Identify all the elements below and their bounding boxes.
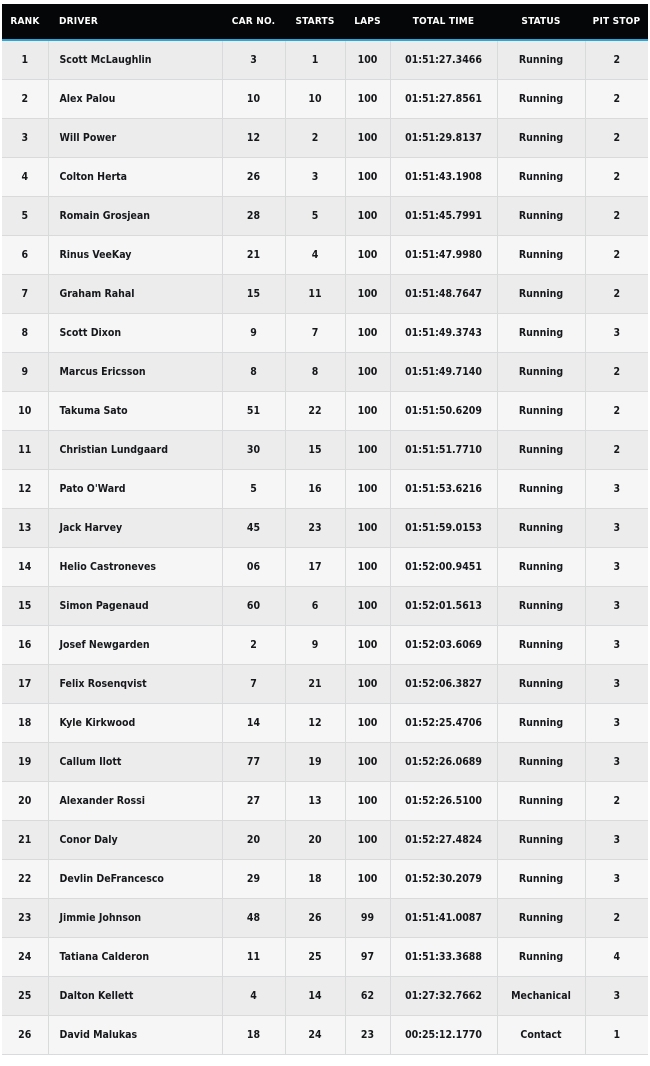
table-row — [2, 275, 648, 314]
total-time-cell: 01:51:51.7710 — [390, 431, 497, 470]
status-cell: Running — [497, 860, 585, 899]
total-time-cell: 01:51:29.8137 — [390, 119, 497, 158]
table-row — [2, 236, 648, 275]
total-time-cell: 01:51:43.1908 — [390, 158, 497, 197]
driver-name: Scott McLaughlin — [48, 40, 222, 80]
total-time-cell: 01:52:06.3827 — [390, 665, 497, 704]
status-cell: Running — [497, 197, 585, 236]
starts-cell: 22 — [285, 392, 345, 431]
status-cell: Running — [497, 119, 585, 158]
laps-cell: 99 — [345, 899, 390, 938]
car-number-cell: 77 — [222, 743, 285, 782]
pit-stop-cell: 2 — [585, 236, 648, 275]
driver-name: Kyle Kirkwood — [48, 704, 222, 743]
pit-stop-cell: 2 — [585, 431, 648, 470]
rank-cell: 5 — [2, 197, 48, 236]
car-number-cell: 20 — [222, 821, 285, 860]
total-time-cell: 01:27:32.7662 — [390, 977, 497, 1016]
car-number-cell: 10 — [222, 80, 285, 119]
status-cell: Running — [497, 743, 585, 782]
total-time-cell: 01:51:49.3743 — [390, 314, 497, 353]
status-cell: Running — [497, 509, 585, 548]
driver-name: Takuma Sato — [48, 392, 222, 431]
table-row — [2, 782, 648, 821]
rank-cell: 17 — [2, 665, 48, 704]
table-row — [2, 626, 648, 665]
car-number-cell: 12 — [222, 119, 285, 158]
driver-name: Jack Harvey — [48, 509, 222, 548]
laps-cell: 100 — [345, 431, 390, 470]
starts-cell: 7 — [285, 314, 345, 353]
starts-cell: 10 — [285, 80, 345, 119]
rank-cell: 25 — [2, 977, 48, 1016]
header-row — [2, 4, 648, 40]
pit-stop-cell: 3 — [585, 314, 648, 353]
starts-cell: 8 — [285, 353, 345, 392]
table-row — [2, 197, 648, 236]
table-row — [2, 509, 648, 548]
starts-cell: 15 — [285, 431, 345, 470]
rank-cell: 7 — [2, 275, 48, 314]
table-header — [2, 4, 648, 40]
status-cell: Running — [497, 548, 585, 587]
total-time-cell: 01:51:33.3688 — [390, 938, 497, 977]
laps-cell: 100 — [345, 158, 390, 197]
pit-stop-cell: 4 — [585, 938, 648, 977]
rank-cell: 20 — [2, 782, 48, 821]
car-number-cell: 60 — [222, 587, 285, 626]
car-number-cell: 51 — [222, 392, 285, 431]
table-row — [2, 821, 648, 860]
status-cell: Running — [497, 938, 585, 977]
total-time-cell: 01:52:01.5613 — [390, 587, 497, 626]
rank-cell: 12 — [2, 470, 48, 509]
laps-cell: 62 — [345, 977, 390, 1016]
driver-name: Marcus Ericsson — [48, 353, 222, 392]
table-body — [2, 40, 648, 1055]
rank-cell: 22 — [2, 860, 48, 899]
driver-name: Callum Ilott — [48, 743, 222, 782]
status-cell: Running — [497, 821, 585, 860]
rank-cell: 2 — [2, 80, 48, 119]
pit-stop-cell: 3 — [585, 665, 648, 704]
car-number-cell: 45 — [222, 509, 285, 548]
laps-cell: 100 — [345, 314, 390, 353]
driver-name: Graham Rahal — [48, 275, 222, 314]
status-cell: Running — [497, 236, 585, 275]
status-cell: Running — [497, 158, 585, 197]
car-number-cell: 28 — [222, 197, 285, 236]
driver-name: Dalton Kellett — [48, 977, 222, 1016]
starts-cell: 25 — [285, 938, 345, 977]
car-number-cell: 2 — [222, 626, 285, 665]
rank-cell: 6 — [2, 236, 48, 275]
starts-cell: 6 — [285, 587, 345, 626]
laps-cell: 100 — [345, 782, 390, 821]
starts-cell: 3 — [285, 158, 345, 197]
column-header-car-no[interactable]: CAR NO. — [222, 4, 285, 40]
table-row — [2, 860, 648, 899]
starts-cell: 9 — [285, 626, 345, 665]
car-number-cell: 30 — [222, 431, 285, 470]
driver-name: Josef Newgarden — [48, 626, 222, 665]
car-number-cell: 8 — [222, 353, 285, 392]
rank-cell: 11 — [2, 431, 48, 470]
status-cell: Mechanical — [497, 977, 585, 1016]
laps-cell: 100 — [345, 236, 390, 275]
car-number-cell: 4 — [222, 977, 285, 1016]
table-row — [2, 314, 648, 353]
pit-stop-cell: 2 — [585, 40, 648, 80]
pit-stop-cell: 3 — [585, 470, 648, 509]
rank-cell: 26 — [2, 1016, 48, 1055]
car-number-cell: 29 — [222, 860, 285, 899]
column-header-pit-stop[interactable]: PIT STOP — [585, 4, 648, 40]
pit-stop-cell: 2 — [585, 158, 648, 197]
table-row — [2, 158, 648, 197]
total-time-cell: 00:25:12.1770 — [390, 1016, 497, 1055]
car-number-cell: 9 — [222, 314, 285, 353]
total-time-cell: 01:51:49.7140 — [390, 353, 497, 392]
status-cell: Running — [497, 704, 585, 743]
rank-cell: 3 — [2, 119, 48, 158]
driver-name: Conor Daly — [48, 821, 222, 860]
laps-cell: 100 — [345, 80, 390, 119]
pit-stop-cell: 3 — [585, 977, 648, 1016]
table-row — [2, 431, 648, 470]
status-cell: Running — [497, 782, 585, 821]
starts-cell: 5 — [285, 197, 345, 236]
status-cell: Running — [497, 275, 585, 314]
total-time-cell: 01:52:03.6069 — [390, 626, 497, 665]
starts-cell: 17 — [285, 548, 345, 587]
starts-cell: 21 — [285, 665, 345, 704]
driver-name: Helio Castroneves — [48, 548, 222, 587]
starts-cell: 11 — [285, 275, 345, 314]
status-cell: Running — [497, 665, 585, 704]
pit-stop-cell: 3 — [585, 626, 648, 665]
car-number-cell: 06 — [222, 548, 285, 587]
pit-stop-cell: 3 — [585, 821, 648, 860]
laps-cell: 100 — [345, 275, 390, 314]
status-cell: Contact — [497, 1016, 585, 1055]
pit-stop-cell: 2 — [585, 197, 648, 236]
driver-name: Jimmie Johnson — [48, 899, 222, 938]
total-time-cell: 01:52:27.4824 — [390, 821, 497, 860]
rank-cell: 16 — [2, 626, 48, 665]
laps-cell: 23 — [345, 1016, 390, 1055]
laps-cell: 100 — [345, 509, 390, 548]
pit-stop-cell: 3 — [585, 548, 648, 587]
pit-stop-cell: 1 — [585, 1016, 648, 1055]
starts-cell: 19 — [285, 743, 345, 782]
table-row — [2, 704, 648, 743]
rank-cell: 1 — [2, 40, 48, 80]
car-number-cell: 3 — [222, 40, 285, 80]
table-row — [2, 470, 648, 509]
car-number-cell: 7 — [222, 665, 285, 704]
starts-cell: 13 — [285, 782, 345, 821]
driver-name: Will Power — [48, 119, 222, 158]
total-time-cell: 01:51:50.6209 — [390, 392, 497, 431]
status-cell: Running — [497, 587, 585, 626]
table-row — [2, 548, 648, 587]
laps-cell: 100 — [345, 587, 390, 626]
driver-name: Alexander Rossi — [48, 782, 222, 821]
table-row — [2, 587, 648, 626]
total-time-cell: 01:52:26.5100 — [390, 782, 497, 821]
rank-cell: 21 — [2, 821, 48, 860]
laps-cell: 100 — [345, 743, 390, 782]
table-row — [2, 899, 648, 938]
status-cell: Running — [497, 431, 585, 470]
rank-cell: 24 — [2, 938, 48, 977]
total-time-cell: 01:51:27.8561 — [390, 80, 497, 119]
car-number-cell: 21 — [222, 236, 285, 275]
rank-cell: 13 — [2, 509, 48, 548]
table-row — [2, 119, 648, 158]
driver-name: Romain Grosjean — [48, 197, 222, 236]
status-cell: Running — [497, 470, 585, 509]
pit-stop-cell: 3 — [585, 509, 648, 548]
driver-name: Tatiana Calderon — [48, 938, 222, 977]
rank-cell: 14 — [2, 548, 48, 587]
table-row — [2, 938, 648, 977]
total-time-cell: 01:52:25.4706 — [390, 704, 497, 743]
table-row — [2, 353, 648, 392]
rank-cell: 10 — [2, 392, 48, 431]
starts-cell: 26 — [285, 899, 345, 938]
total-time-cell: 01:52:30.2079 — [390, 860, 497, 899]
total-time-cell: 01:52:26.0689 — [390, 743, 497, 782]
car-number-cell: 27 — [222, 782, 285, 821]
driver-name: Scott Dixon — [48, 314, 222, 353]
rank-cell: 9 — [2, 353, 48, 392]
pit-stop-cell: 3 — [585, 587, 648, 626]
total-time-cell: 01:51:41.0087 — [390, 899, 497, 938]
rank-cell: 18 — [2, 704, 48, 743]
total-time-cell: 01:51:45.7991 — [390, 197, 497, 236]
table-row — [2, 40, 648, 80]
total-time-cell: 01:51:27.3466 — [390, 40, 497, 80]
status-cell: Running — [497, 899, 585, 938]
column-header-total-time[interactable]: TOTAL TIME — [390, 4, 497, 40]
column-header-laps[interactable]: LAPS — [345, 4, 390, 40]
table-row — [2, 1016, 648, 1055]
status-cell: Running — [497, 80, 585, 119]
table-row — [2, 392, 648, 431]
pit-stop-cell: 2 — [585, 782, 648, 821]
rank-cell: 19 — [2, 743, 48, 782]
starts-cell: 1 — [285, 40, 345, 80]
total-time-cell: 01:52:00.9451 — [390, 548, 497, 587]
column-header-status[interactable]: STATUS — [497, 4, 585, 40]
total-time-cell: 01:51:53.6216 — [390, 470, 497, 509]
starts-cell: 18 — [285, 860, 345, 899]
total-time-cell: 01:51:59.0153 — [390, 509, 497, 548]
rank-cell: 15 — [2, 587, 48, 626]
laps-cell: 100 — [345, 40, 390, 80]
status-cell: Running — [497, 392, 585, 431]
pit-stop-cell: 3 — [585, 704, 648, 743]
laps-cell: 100 — [345, 548, 390, 587]
car-number-cell: 14 — [222, 704, 285, 743]
pit-stop-cell: 2 — [585, 392, 648, 431]
laps-cell: 100 — [345, 353, 390, 392]
starts-cell: 16 — [285, 470, 345, 509]
car-number-cell: 26 — [222, 158, 285, 197]
pit-stop-cell: 2 — [585, 80, 648, 119]
rank-cell: 4 — [2, 158, 48, 197]
laps-cell: 100 — [345, 860, 390, 899]
starts-cell: 24 — [285, 1016, 345, 1055]
starts-cell: 20 — [285, 821, 345, 860]
starts-cell: 14 — [285, 977, 345, 1016]
driver-name: Devlin DeFrancesco — [48, 860, 222, 899]
column-header-rank[interactable]: RANK — [2, 4, 48, 40]
pit-stop-cell: 2 — [585, 899, 648, 938]
driver-name: David Malukas — [48, 1016, 222, 1055]
driver-name: Rinus VeeKay — [48, 236, 222, 275]
pit-stop-cell: 2 — [585, 275, 648, 314]
driver-name: Pato O'Ward — [48, 470, 222, 509]
pit-stop-cell: 3 — [585, 860, 648, 899]
pit-stop-cell: 3 — [585, 743, 648, 782]
pit-stop-cell: 2 — [585, 119, 648, 158]
column-header-starts[interactable]: STARTS — [285, 4, 345, 40]
total-time-cell: 01:51:48.7647 — [390, 275, 497, 314]
race-results-table — [2, 4, 648, 1055]
laps-cell: 100 — [345, 665, 390, 704]
laps-cell: 100 — [345, 626, 390, 665]
driver-name: Simon Pagenaud — [48, 587, 222, 626]
pit-stop-cell: 2 — [585, 353, 648, 392]
driver-name: Alex Palou — [48, 80, 222, 119]
car-number-cell: 5 — [222, 470, 285, 509]
starts-cell: 23 — [285, 509, 345, 548]
status-cell: Running — [497, 626, 585, 665]
rank-cell: 23 — [2, 899, 48, 938]
column-header-driver[interactable]: DRIVER — [48, 4, 222, 40]
laps-cell: 100 — [345, 470, 390, 509]
starts-cell: 4 — [285, 236, 345, 275]
car-number-cell: 48 — [222, 899, 285, 938]
table-row — [2, 665, 648, 704]
starts-cell: 2 — [285, 119, 345, 158]
car-number-cell: 11 — [222, 938, 285, 977]
table-row — [2, 743, 648, 782]
car-number-cell: 15 — [222, 275, 285, 314]
total-time-cell: 01:51:47.9980 — [390, 236, 497, 275]
laps-cell: 100 — [345, 119, 390, 158]
driver-name: Colton Herta — [48, 158, 222, 197]
status-cell: Running — [497, 314, 585, 353]
starts-cell: 12 — [285, 704, 345, 743]
laps-cell: 100 — [345, 392, 390, 431]
rank-cell: 8 — [2, 314, 48, 353]
laps-cell: 100 — [345, 821, 390, 860]
laps-cell: 100 — [345, 197, 390, 236]
driver-name: Felix Rosenqvist — [48, 665, 222, 704]
driver-name: Christian Lundgaard — [48, 431, 222, 470]
car-number-cell: 18 — [222, 1016, 285, 1055]
laps-cell: 100 — [345, 704, 390, 743]
status-cell: Running — [497, 40, 585, 80]
laps-cell: 97 — [345, 938, 390, 977]
table-row — [2, 977, 648, 1016]
status-cell: Running — [497, 353, 585, 392]
table-row — [2, 80, 648, 119]
